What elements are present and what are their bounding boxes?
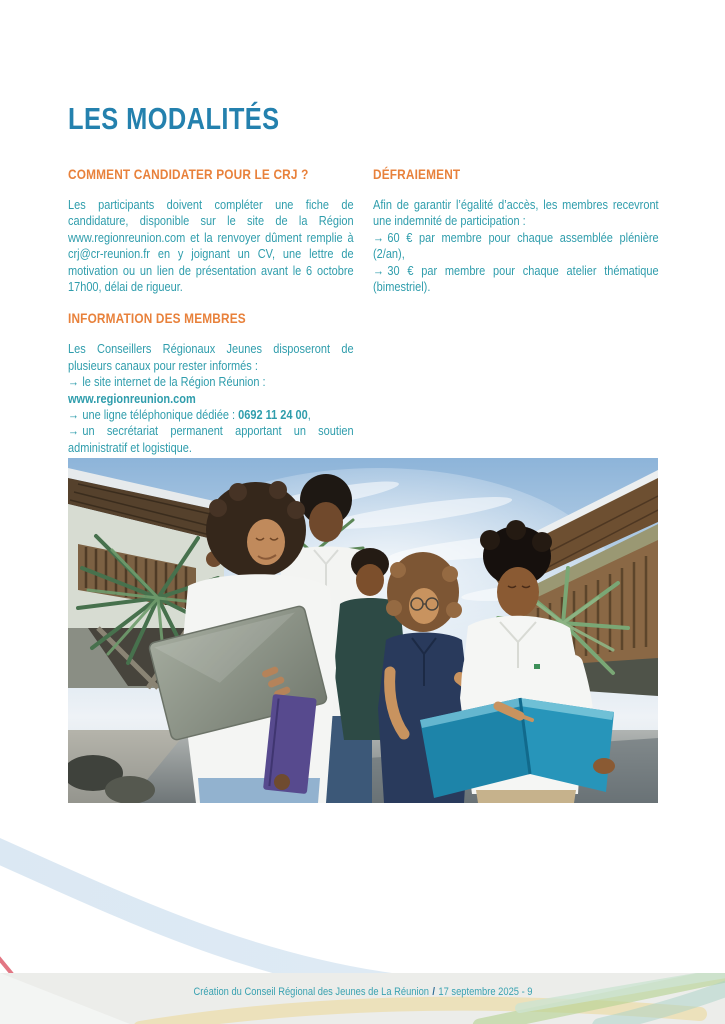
arrow-icon: → [68,407,79,423]
arrow-icon: → [68,374,79,390]
heading-candidater: COMMENT CANDIDATER POUR LE CRJ ? [68,166,309,182]
heading-information: INFORMATION DES MEMBRES [68,310,246,327]
group-photo-illustration [68,458,658,803]
heading-defraiement: DÉFRAIEMENT [373,166,461,182]
right-column [373,166,659,295]
footer-pagination [193,986,532,998]
arrow-icon: → [373,229,384,245]
website-link[interactable]: www.regionreunion.com [68,390,196,406]
arrow-icon: → [373,262,384,278]
info-item-phone: une ligne téléphonique dédiée : [82,407,239,423]
page-title: LES MODALITÉS [68,100,280,136]
paragraph-information [68,341,354,456]
info-item-secretariat: un secrétariat permanent apportant un soutien administratif et logistique. [68,423,354,455]
defraiement-item-60: 60 € par membre pour chaque assemblée plénière (2/an), [373,229,659,262]
footer-document-title: Création du Conseil Régional des Jeunes de La Réunion [193,986,429,998]
phone-number: 0692 11 24 00 [238,407,308,423]
defraiement-intro: Afin de garantir l’égalité d’accès, les membres recevront une indemnité de participation : [373,197,659,229]
paragraph-defraiement [373,197,659,295]
info-item-site: le site internet de la Région Réunion : [82,374,266,390]
defraiement-item-30: 30 € par membre pour chaque atelier thématique (bimestriel). [373,262,659,295]
section-information [68,310,354,456]
group-photo [68,458,658,803]
phone-suffix: , [307,407,311,423]
arrow-icon: → [68,423,79,439]
footer-separator: / [431,986,435,998]
paragraph-candidater: Les participants doivent compléter une fiche de candidature, disponible sur le site de la Région www.regionreunion.com et la renvoyer dûment remplie à crj@cr-reunion.fr en y joignant un CV, une lettre de motivation ou un lien de présentation avant le 6 octobre 17h00, délai de rigueur. [68,197,354,295]
left-column [68,166,354,456]
information-intro: Les Conseillers Régionaux Jeunes disposeront de plusieurs canaux pour rester informés : [68,341,354,373]
footer-date-page: 17 septembre 2025 - 9 [437,986,532,998]
